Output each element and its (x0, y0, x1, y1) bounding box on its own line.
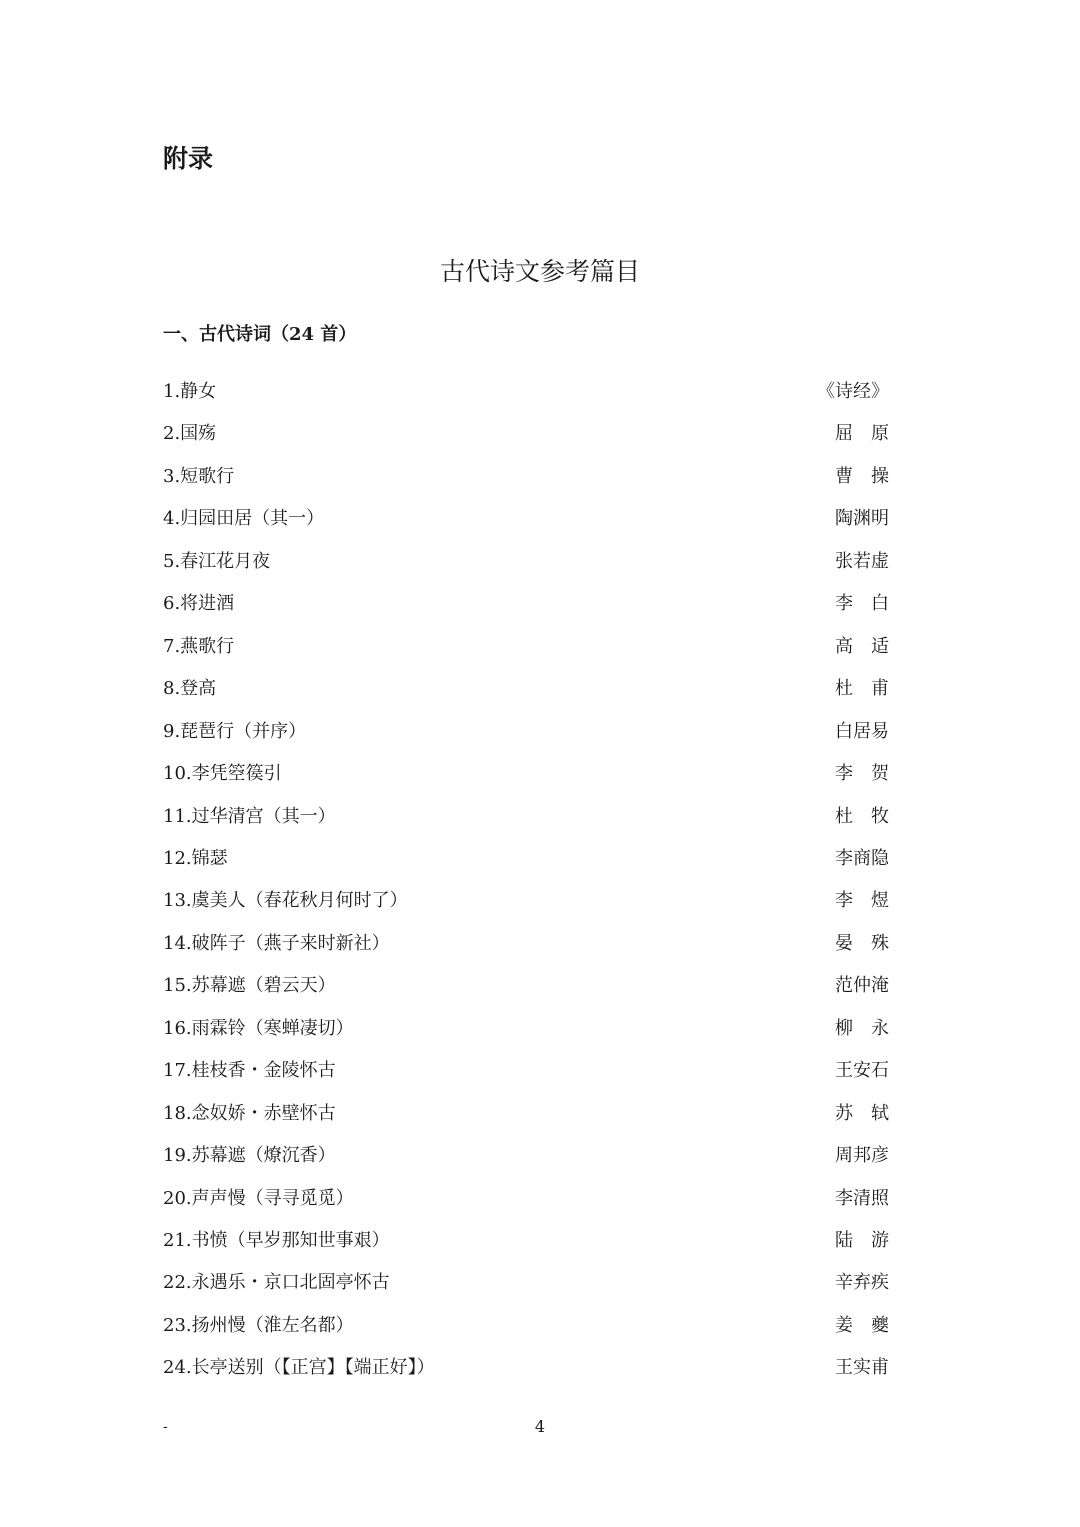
poem-title: 8.登高 (163, 678, 217, 700)
poem-author: 晏 殊 (835, 932, 889, 954)
poem-author: 姜 夔 (835, 1314, 889, 1336)
poem-title: 11.过华清宫（其一） (163, 805, 336, 827)
poem-author: 苏 轼 (835, 1102, 889, 1124)
poem-author: 陶渊明 (835, 508, 889, 530)
poem-entry (163, 504, 889, 534)
poem-title: 15.苏幕遮（碧云天） (163, 975, 336, 997)
poem-title: 4.归园田居（其一） (163, 508, 325, 530)
poem-entry (163, 632, 889, 662)
section-heading: 一、古代诗词（24 首） (163, 324, 357, 345)
poem-author: 张若虚 (835, 550, 889, 572)
poem-author: 屈 原 (835, 423, 889, 445)
poem-author: 李 贺 (835, 763, 889, 785)
poem-title: 23.扬州慢（淮左名都） (163, 1314, 354, 1336)
poem-author: 王安石 (835, 1060, 889, 1082)
document-title: 古代诗文参考篇目 (439, 257, 640, 286)
poem-author: 白居易 (835, 720, 889, 742)
poem-entry (163, 759, 889, 789)
poem-entry (163, 1099, 889, 1129)
poem-title: 17.桂枝香・金陵怀古 (163, 1060, 336, 1082)
page-number: 4 (534, 1417, 546, 1436)
poem-author: 范仲淹 (835, 975, 889, 997)
poem-title: 18.念奴娇・赤壁怀古 (163, 1102, 336, 1124)
poem-entry (163, 462, 889, 492)
poem-entry (163, 1353, 889, 1383)
poem-author: 李清照 (835, 1187, 889, 1209)
poem-entry (163, 886, 889, 916)
poem-title: 12.锦瑟 (163, 847, 228, 869)
poem-entry (163, 674, 889, 704)
poem-title: 1.静女 (163, 381, 217, 402)
footer-dash: - (163, 1419, 168, 1435)
poem-author: 李 煜 (835, 890, 889, 912)
poem-entry (163, 547, 889, 577)
poem-title: 3.短歌行 (163, 465, 235, 487)
poem-entry (163, 802, 889, 832)
poem-author: 高 适 (835, 635, 889, 657)
poem-title: 10.李凭箜篌引 (163, 763, 282, 785)
poem-title: 7.燕歌行 (163, 635, 235, 657)
appendix-title: 附录 (163, 144, 214, 173)
poem-author: 王实甫 (835, 1357, 889, 1379)
poem-title: 6.将进酒 (163, 593, 235, 615)
poem-entry (163, 844, 889, 874)
poem-title: 9.琵琶行（并序） (163, 720, 307, 742)
poem-entry (163, 1268, 889, 1298)
poem-entry (163, 419, 889, 449)
poem-title: 21.书愤（早岁那知世事艰） (163, 1230, 390, 1251)
poem-title: 20.声声慢（寻寻觅觅） (163, 1187, 354, 1209)
poem-title: 5.春江花月夜 (163, 550, 271, 572)
poem-title: 13.虞美人（春花秋月何时了） (163, 890, 408, 912)
poem-title: 2.国殇 (163, 423, 217, 445)
poem-entry (163, 717, 889, 747)
poem-title: 24.长亭送别（【正宫】【端正好】） (163, 1357, 435, 1379)
poem-author: 李 白 (835, 593, 889, 615)
poem-author: 杜 甫 (835, 678, 889, 700)
poem-title: 19.苏幕遮（燎沉香） (163, 1145, 336, 1167)
poem-entry (163, 1056, 889, 1086)
poem-author: 辛弃疾 (835, 1272, 889, 1294)
poem-entry (163, 1226, 889, 1256)
poem-entry (163, 1311, 889, 1341)
poem-title: 14.破阵子（燕子来时新社） (163, 932, 390, 954)
poem-entry (163, 1014, 889, 1044)
poem-title: 16.雨霖铃（寒蝉凄切） (163, 1017, 354, 1039)
poem-author: 周邦彦 (835, 1145, 889, 1167)
poem-entry (163, 377, 889, 407)
poem-entry (163, 971, 889, 1001)
poem-entry (163, 1184, 889, 1214)
poem-title: 22.永遇乐・京口北固亭怀古 (163, 1272, 390, 1294)
poem-author: 《诗经》 (817, 381, 889, 402)
poem-entry (163, 929, 889, 959)
poem-author: 陆 游 (835, 1230, 889, 1251)
poem-entry (163, 589, 889, 619)
poem-entry (163, 1141, 889, 1171)
poem-author: 曹 操 (835, 465, 889, 487)
poem-author: 柳 永 (835, 1017, 889, 1039)
poem-author: 杜 牧 (835, 805, 889, 827)
poem-author: 李商隐 (835, 847, 889, 869)
